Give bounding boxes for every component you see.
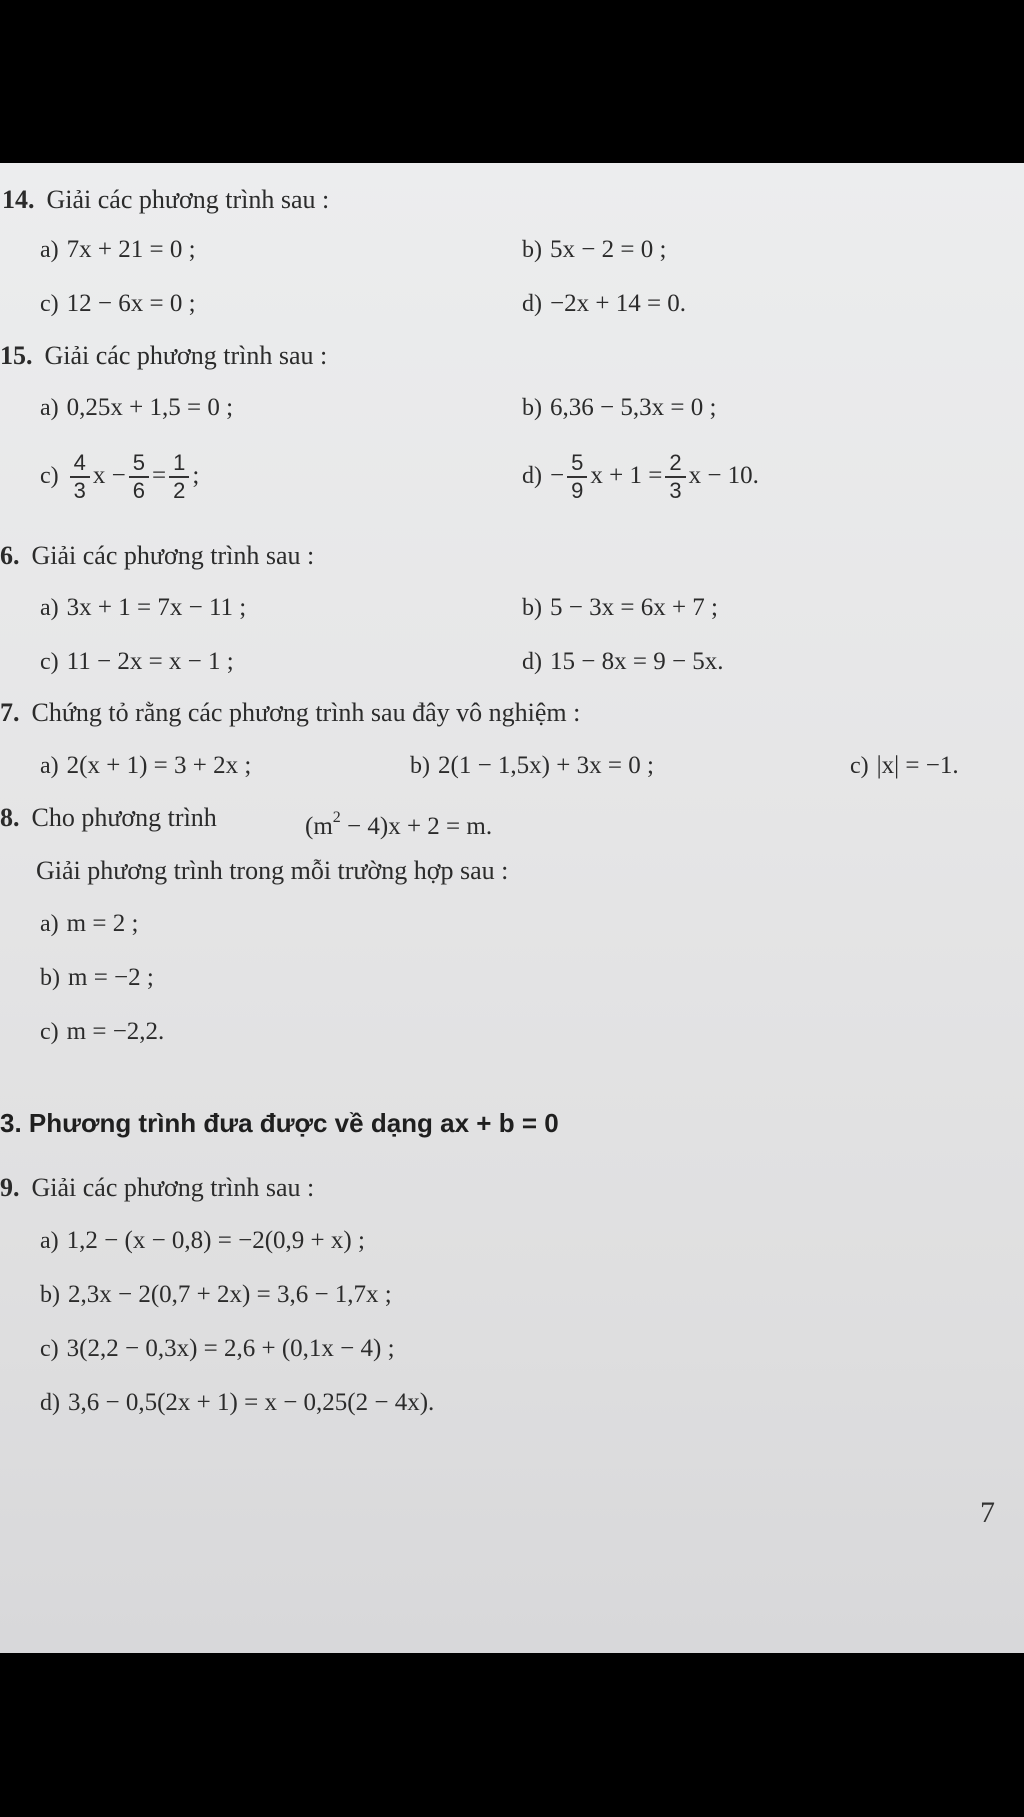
fraction xyxy=(665,450,685,504)
section-heading: 3. Phương trình đưa được về dạng ax + b = 0 xyxy=(0,1108,559,1138)
item-label: b) xyxy=(40,1282,60,1308)
item-label: d) xyxy=(522,463,542,489)
equation: 2,3x − 2(0,7 + 2x) = 3,6 − 1,7x ; xyxy=(68,1281,392,1308)
exercise-number: 7. xyxy=(0,698,20,727)
item-label: a) xyxy=(40,1228,59,1254)
item-label: b) xyxy=(522,237,542,263)
exercise-18-heading xyxy=(0,803,217,833)
equation: m = −2 ; xyxy=(68,964,154,991)
exercise-17-c xyxy=(850,751,959,781)
exercise-18-a xyxy=(40,909,138,939)
denominator: 6 xyxy=(132,478,146,504)
equation: 0,25x + 1,5 = 0 ; xyxy=(66,394,234,421)
equation-part: = xyxy=(152,462,167,489)
item-label: b) xyxy=(410,753,430,779)
exercise-title: Giải các phương trình sau : xyxy=(44,341,328,370)
numerator: 5 xyxy=(567,450,587,478)
exercise-number: 14. xyxy=(2,185,35,214)
item-label: c) xyxy=(40,291,59,317)
equation-part: x − 10. xyxy=(688,462,759,489)
equation: 2(x + 1) = 3 + 2x ; xyxy=(66,752,252,779)
exercise-title: Chứng tỏ rằng các phương trình sau đây vô nghiệm : xyxy=(31,698,581,727)
exercise-title: Giải các phương trình sau : xyxy=(46,185,330,214)
exercise-17-a xyxy=(40,751,251,781)
exercise-number: 6. xyxy=(0,541,20,570)
equation: 6,36 − 5,3x = 0 ; xyxy=(550,394,717,421)
exercise-18-c xyxy=(40,1017,164,1047)
exercise-14-a xyxy=(40,235,196,265)
exercise-16-c xyxy=(40,647,234,677)
fraction xyxy=(567,450,587,504)
exercise-number: 15. xyxy=(0,341,33,370)
fraction xyxy=(70,450,90,504)
equation-part: x − xyxy=(92,462,126,489)
equation: 2(1 − 1,5x) + 3x = 0 ; xyxy=(438,752,654,779)
exercise-19-b xyxy=(40,1280,392,1310)
equation: 3,6 − 0,5(2x + 1) = x − 0,25(2 − 4x). xyxy=(68,1389,435,1416)
item-label: a) xyxy=(40,911,59,937)
exercise-18-b xyxy=(40,963,154,993)
denominator: 3 xyxy=(669,478,682,504)
exercise-16-heading xyxy=(0,541,314,571)
denominator: 2 xyxy=(173,478,186,504)
equation: 12 − 6x = 0 ; xyxy=(66,290,196,317)
exercise-14-b xyxy=(522,235,666,265)
equation: 5 − 3x = 6x + 7 ; xyxy=(550,594,718,621)
exercise-title: Giải các phương trình sau : xyxy=(31,541,315,570)
item-label: a) xyxy=(40,237,59,263)
equation: m = −2,2. xyxy=(66,1018,165,1045)
equation: 1,2 − (x − 0,8) = −2(0,9 + x) ; xyxy=(66,1227,365,1254)
equation-part: x + 1 = xyxy=(590,462,663,489)
item-label: b) xyxy=(40,965,60,991)
fraction xyxy=(129,450,149,504)
exercise-14-d xyxy=(522,289,686,319)
item-label: d) xyxy=(522,649,542,675)
item-label: d) xyxy=(522,291,542,317)
equation-part: (m xyxy=(305,813,333,840)
equation: 3(2,2 − 0,3x) = 2,6 + (0,1x − 4) ; xyxy=(66,1335,395,1362)
item-label: c) xyxy=(40,463,59,489)
item-label: c) xyxy=(40,1336,59,1362)
exercise-19-d xyxy=(40,1388,434,1418)
exercise-17-b xyxy=(410,751,654,781)
exercise-15-b xyxy=(522,393,716,423)
item-label: c) xyxy=(40,1019,59,1045)
item-label: a) xyxy=(40,753,59,779)
exercise-16-b xyxy=(522,593,718,623)
equation: 3x + 1 = 7x − 11 ; xyxy=(66,594,247,621)
denominator: 9 xyxy=(571,478,584,504)
textbook-page xyxy=(0,163,1024,1653)
equation: 7x + 21 = 0 ; xyxy=(66,236,196,263)
exercise-19-heading xyxy=(0,1173,314,1203)
exercise-15-c xyxy=(40,447,199,505)
equation: 11 − 2x = x − 1 ; xyxy=(66,648,234,675)
exercise-number: 9. xyxy=(0,1173,20,1202)
exercise-14-heading xyxy=(2,185,329,215)
equation: 15 − 8x = 9 − 5x. xyxy=(550,648,724,675)
exercise-16-a xyxy=(40,593,246,623)
equation-part: − 4)x + 2 = m. xyxy=(347,813,493,840)
exercise-title: Cho phương trình xyxy=(31,803,217,832)
item-label: a) xyxy=(40,595,59,621)
exercise-title: Giải các phương trình sau : xyxy=(31,1173,315,1202)
equation: 5x − 2 = 0 ; xyxy=(550,236,667,263)
equation: |x| = −1. xyxy=(876,752,959,779)
item-label: c) xyxy=(40,649,59,675)
numerator: 2 xyxy=(665,450,685,478)
exercise-18-equation xyxy=(305,803,492,842)
numerator: 1 xyxy=(169,450,189,478)
page-number: 7 xyxy=(980,1496,995,1529)
numerator: 4 xyxy=(70,450,90,478)
exercise-18-instruction: Giải phương trình trong mỗi trường hợp sau : xyxy=(36,856,509,885)
equation-part: ; xyxy=(192,462,200,489)
item-label: b) xyxy=(522,395,542,421)
exercise-15-heading xyxy=(0,341,327,371)
exercise-19-c xyxy=(40,1334,395,1364)
fraction xyxy=(169,450,189,504)
numerator: 5 xyxy=(129,450,149,478)
exponent: 2 xyxy=(332,809,341,826)
exercise-19-a xyxy=(40,1226,365,1256)
item-label: a) xyxy=(40,395,59,421)
item-label: c) xyxy=(850,753,869,779)
exercise-15-d xyxy=(522,447,759,505)
exercise-17-heading xyxy=(0,698,580,728)
equation: m = 2 ; xyxy=(66,910,139,937)
item-label: d) xyxy=(40,1390,60,1416)
exercise-number: 8. xyxy=(0,803,20,832)
equation: −2x + 14 = 0. xyxy=(550,290,687,317)
item-label: b) xyxy=(522,595,542,621)
denominator: 3 xyxy=(73,478,86,504)
exercise-16-d xyxy=(522,647,724,677)
equation-part: − xyxy=(550,462,565,489)
exercise-15-a xyxy=(40,393,233,423)
exercise-14-c xyxy=(40,289,196,319)
